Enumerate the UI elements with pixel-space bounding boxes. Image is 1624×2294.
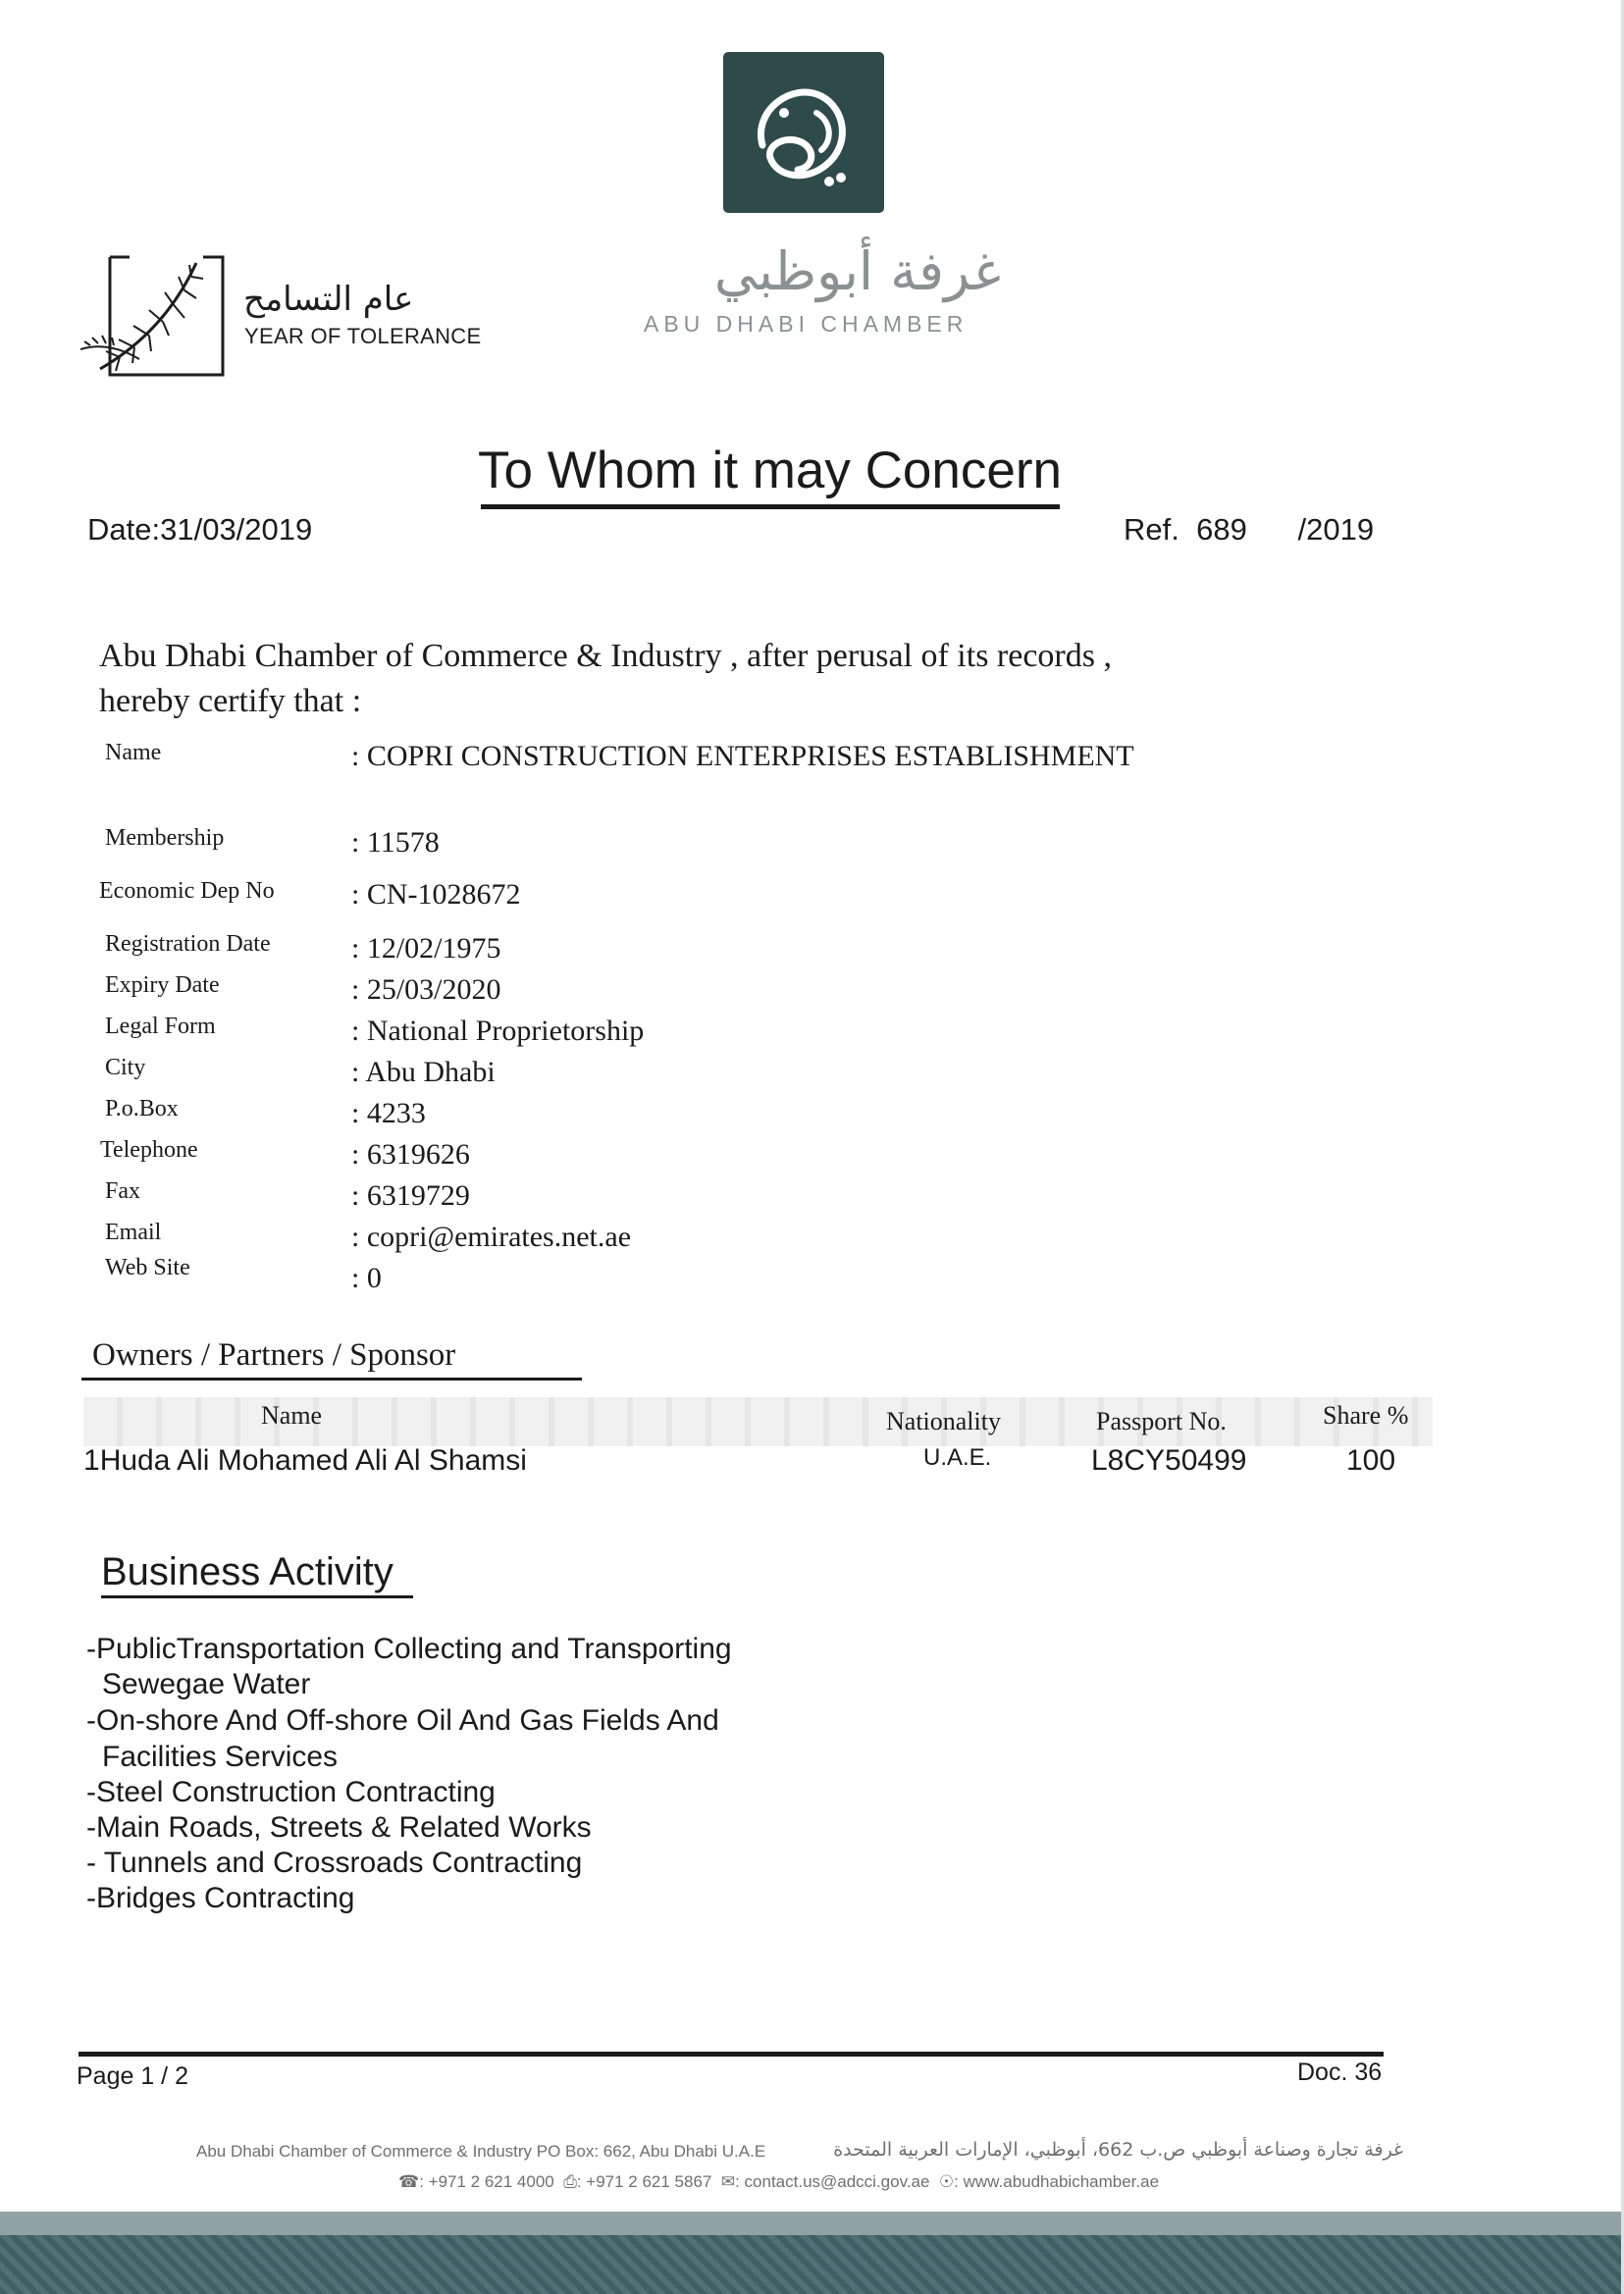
field-value-email bbox=[351, 1221, 631, 1254]
field-value-registration-date bbox=[351, 932, 501, 965]
separator: : bbox=[351, 826, 360, 859]
field-label-expiry-date: Expiry Date bbox=[105, 972, 220, 998]
registration-date: 12/02/1975 bbox=[366, 932, 501, 965]
field-value-economic-dep bbox=[351, 878, 521, 912]
mail-icon: ✉ bbox=[720, 2172, 736, 2191]
chamber-english-name: ABU DHABI CHAMBER bbox=[644, 311, 969, 337]
footer-band-top bbox=[0, 2212, 1624, 2235]
company-name: COPRI CONSTRUCTION ENTERPRISES ESTABLISHMENT bbox=[366, 740, 1134, 772]
column-header-name: Name bbox=[261, 1401, 323, 1430]
separator: : bbox=[351, 1221, 360, 1253]
footer-fax: +971 2 621 5867 bbox=[586, 2172, 712, 2191]
reference-block bbox=[1124, 512, 1374, 547]
field-value-pobox bbox=[351, 1097, 426, 1130]
business-activity-underline bbox=[101, 1595, 413, 1598]
row-index: 1 bbox=[83, 1444, 100, 1477]
footer-contacts: ☎: +971 2 621 4000 ⎙: +971 2 621 5867 ✉: contact.us@adcci.gov.ae ☉: www.abudhabichamber.ae bbox=[398, 2172, 1160, 2191]
website: 0 bbox=[366, 1262, 382, 1294]
phone-icon: ☎ bbox=[398, 2172, 420, 2191]
separator: : bbox=[351, 932, 360, 965]
list-item: Sewegae Water bbox=[102, 1668, 311, 1700]
title-underline bbox=[481, 504, 1060, 509]
owners-underline bbox=[81, 1378, 582, 1381]
list-item: Facilities Services bbox=[102, 1741, 339, 1773]
fax: 6319729 bbox=[366, 1179, 470, 1212]
field-value-expiry-date bbox=[351, 973, 501, 1007]
tolerance-arabic-label: عام التسامح bbox=[243, 280, 414, 319]
field-value-name bbox=[351, 740, 1134, 773]
field-label-legal-form: Legal Form bbox=[105, 1014, 216, 1039]
field-label-pobox: P.o.Box bbox=[105, 1096, 179, 1121]
field-value-legal-form bbox=[351, 1015, 644, 1048]
owner-passport: L8CY50499 bbox=[1091, 1444, 1247, 1477]
separator: : bbox=[351, 1097, 360, 1129]
membership-number: 11578 bbox=[366, 826, 440, 859]
list-item: - Tunnels and Crossroads Contracting bbox=[86, 1847, 583, 1879]
globe-icon: ☉ bbox=[938, 2172, 955, 2191]
business-activity-heading: Business Activity bbox=[101, 1550, 393, 1593]
economic-dep-number: CN-1028672 bbox=[366, 878, 521, 911]
document-title: To Whom it may Concern bbox=[478, 442, 1062, 499]
intro-line-2: hereby certify that : bbox=[99, 683, 362, 719]
owner-nationality: U.A.E. bbox=[923, 1444, 992, 1471]
owner-share: 100 bbox=[1346, 1444, 1396, 1477]
field-label-website: Web Site bbox=[105, 1255, 190, 1280]
certification-intro bbox=[99, 634, 1326, 724]
doc-number: Doc. 36 bbox=[1297, 2059, 1383, 2086]
field-label-membership: Membership bbox=[105, 825, 225, 851]
footer-address-english: Abu Dhabi Chamber of Commerce & Industry PO Box: 662, Abu Dhabi U.A.E bbox=[196, 2142, 766, 2161]
ref-label: Ref. bbox=[1124, 512, 1179, 547]
email: copri@emirates.net.ae bbox=[366, 1221, 632, 1253]
date-value: 31/03/2019 bbox=[160, 512, 313, 547]
field-label-city: City bbox=[105, 1055, 146, 1080]
ref-year: /2019 bbox=[1297, 512, 1375, 547]
chamber-arabic-name: غرفة أبوظبي bbox=[713, 240, 1001, 302]
list-item: -On-shore And Off-shore Oil And Gas Fields And bbox=[86, 1704, 719, 1737]
date-label: Date: bbox=[87, 512, 161, 547]
separator: : bbox=[351, 1015, 360, 1047]
telephone: 6319626 bbox=[366, 1138, 470, 1171]
calligraphy-logo-icon bbox=[723, 52, 884, 213]
separator: : bbox=[351, 973, 360, 1006]
list-item: -Steel Construction Contracting bbox=[86, 1776, 496, 1808]
list-item: -PublicTransportation Collecting and Transporting bbox=[86, 1633, 732, 1665]
separator: : bbox=[351, 1138, 360, 1171]
column-header-share: Share % bbox=[1323, 1401, 1409, 1430]
field-label-economic-dep: Economic Dep No bbox=[99, 878, 275, 904]
footer-address-arabic: غرفة تجارة وصناعة أبوظبي ص.ب 662، أبوظبي، الإمارات العربية المتحدة bbox=[833, 2139, 1403, 2161]
separator: : bbox=[351, 1179, 360, 1212]
footer-website[interactable]: www.abudhabichamber.ae bbox=[963, 2172, 1160, 2191]
footer-rule bbox=[79, 2052, 1384, 2057]
list-item: -Bridges Contracting bbox=[86, 1882, 355, 1914]
footer-phone: +971 2 621 4000 bbox=[428, 2172, 554, 2191]
separator: : bbox=[351, 740, 360, 772]
field-label-registration-date: Registration Date bbox=[105, 931, 271, 957]
list-item: -Main Roads, Streets & Related Works bbox=[86, 1811, 592, 1844]
footer-email[interactable]: contact.us@adcci.gov.ae bbox=[744, 2172, 930, 2191]
ref-number: 689 bbox=[1196, 512, 1247, 547]
field-value-fax bbox=[351, 1179, 470, 1213]
page-number: Page 1 / 2 bbox=[77, 2062, 188, 2090]
field-label-telephone: Telephone bbox=[100, 1137, 198, 1163]
field-label-fax: Fax bbox=[105, 1178, 140, 1204]
owner-name-text: Huda Ali Mohamed Ali Al Shamsi bbox=[99, 1444, 527, 1477]
intro-line-1: Abu Dhabi Chamber of Commerce & Industry , after perusal of its records , bbox=[99, 638, 1112, 674]
field-value-website bbox=[351, 1262, 382, 1295]
field-label-name: Name bbox=[105, 740, 162, 765]
owners-heading: Owners / Partners / Sponsor bbox=[92, 1337, 456, 1373]
expiry-date: 25/03/2020 bbox=[366, 973, 501, 1006]
field-label-email: Email bbox=[105, 1220, 162, 1245]
legal-form: National Proprietorship bbox=[366, 1015, 645, 1047]
owner-name bbox=[83, 1444, 527, 1478]
tolerance-english-label: YEAR OF TOLERANCE bbox=[244, 324, 482, 348]
po-box: 4233 bbox=[366, 1097, 426, 1129]
fax-icon: ⎙ bbox=[563, 2172, 577, 2191]
date-block bbox=[87, 512, 312, 547]
separator: : bbox=[351, 1056, 360, 1088]
field-value-telephone bbox=[351, 1138, 470, 1172]
tolerance-tree-icon bbox=[80, 253, 226, 379]
column-header-passport: Passport No. bbox=[1096, 1407, 1227, 1435]
chamber-logo-icon bbox=[723, 52, 884, 213]
separator: : bbox=[351, 1262, 360, 1294]
column-header-nationality: Nationality bbox=[886, 1407, 1001, 1435]
separator: : bbox=[351, 878, 360, 911]
field-value-city bbox=[351, 1056, 496, 1089]
city: Abu Dhabi bbox=[365, 1056, 496, 1088]
field-value-membership bbox=[351, 826, 440, 860]
